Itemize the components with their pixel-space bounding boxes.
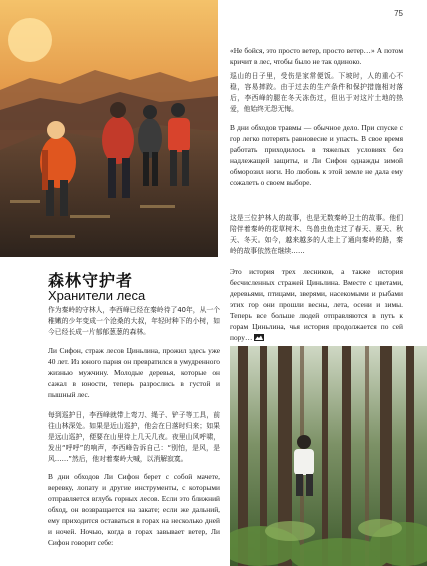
story-paragraph-zh: 这是三位护林人的故事，也是无数秦岭卫士的故事。他们陪伴着秦岭的花草树木、鸟兽虫鱼走过了春天、夏天、秋天、冬天。如今，越来越多的人走上了通向秦岭的路，秦岭的故事依然在继续…… (230, 214, 403, 255)
chapter-title-ru: Хранители леса (48, 288, 146, 303)
injury-paragraph-zh: 巡山的日子里，受伤是家常便饭。下坡时，人的重心不稳，容易摔跤。由于过去的生产条件和保护措施相对落后，李西峰的腿在冬天冻伤过，但出于对这片土地的热爱，他始终无怨无悔。 (230, 72, 403, 113)
patrol-paragraph-zh: 每到巡护日，李西峰就带上弯刀、绳子、铲子等工具，前往山林深处。如果是近山巡护，他会在日落时归来；如果是远山巡护，便要在山里待上几天几夜。夜里山风呼啸，发出“呼呼”的响声，李西峰告诉自己：“别怕，是风，是风……”然后，他对着秦岭大喊，以消解寂寞。 (48, 411, 220, 463)
page-number: 75 (394, 9, 403, 18)
forest-worker-photo (230, 346, 427, 566)
end-mark-icon (254, 334, 264, 341)
story-text: Это история трех лесников, а также история бесчисленных стражей Циньлина. Вместе с цветами, деревьями, птицами, зверями, насекомыми и рыбами этих гор они прошли весны, лета, осени и зимы. Теперь все больше людей отправляются в путь к горам Циньлина, чья история продолжается по сей пору… (230, 267, 403, 342)
intro-paragraph-ru: Ли Сифон, страж лесов Циньлина, прожил здесь уже 40 лет. Из юного парня он превратился в умудренного жизнью мужчину. Молодые деревья, которые он сажал в юности, теперь разрослись в густой и пышный лес. (48, 346, 220, 399)
quote-paragraph-ru: «Не бойся, это просто ветер, просто ветер…» А потом кричит в лес, чтобы было не так одиноко. (230, 46, 403, 66)
patrol-paragraph-ru: В дни обходов Ли Сифон берет с собой мачете, веревку, лопату и другие инструменты, с которыми отправляется вглубь горных лесов. Если это ближний обход, он возвращается на закате; если же дальний, ему приходится оставаться в горах на несколько дней и ночей. Ночью, когда в горах завывает ветер, Ли Сифон говорит себе: (48, 472, 220, 547)
hikers-sunset-photo (0, 0, 218, 257)
chapter-title-zh: 森林守护者 (48, 271, 134, 290)
story-paragraph-ru (230, 266, 403, 343)
injury-paragraph-ru: В дни обходов травмы — обычное дело. При спуске с гор легко потерять равновесие и упасть. В свое время работать приходилось в тяжелых условиях без надлежащей защиты, и Ли Сифон однажды зимой обморозил ноги. Но любовь к этой земле не дала ему сожалеть о своем выборе. (230, 123, 403, 187)
intro-paragraph-zh: 作为秦岭的守林人，李西峰已经在秦岭待了40年，从一个稚嫩的少年变成一个沧桑的大叔，年轻时种下的小树，如今已经长成一片郁郁葱葱的森林。 (48, 306, 220, 336)
